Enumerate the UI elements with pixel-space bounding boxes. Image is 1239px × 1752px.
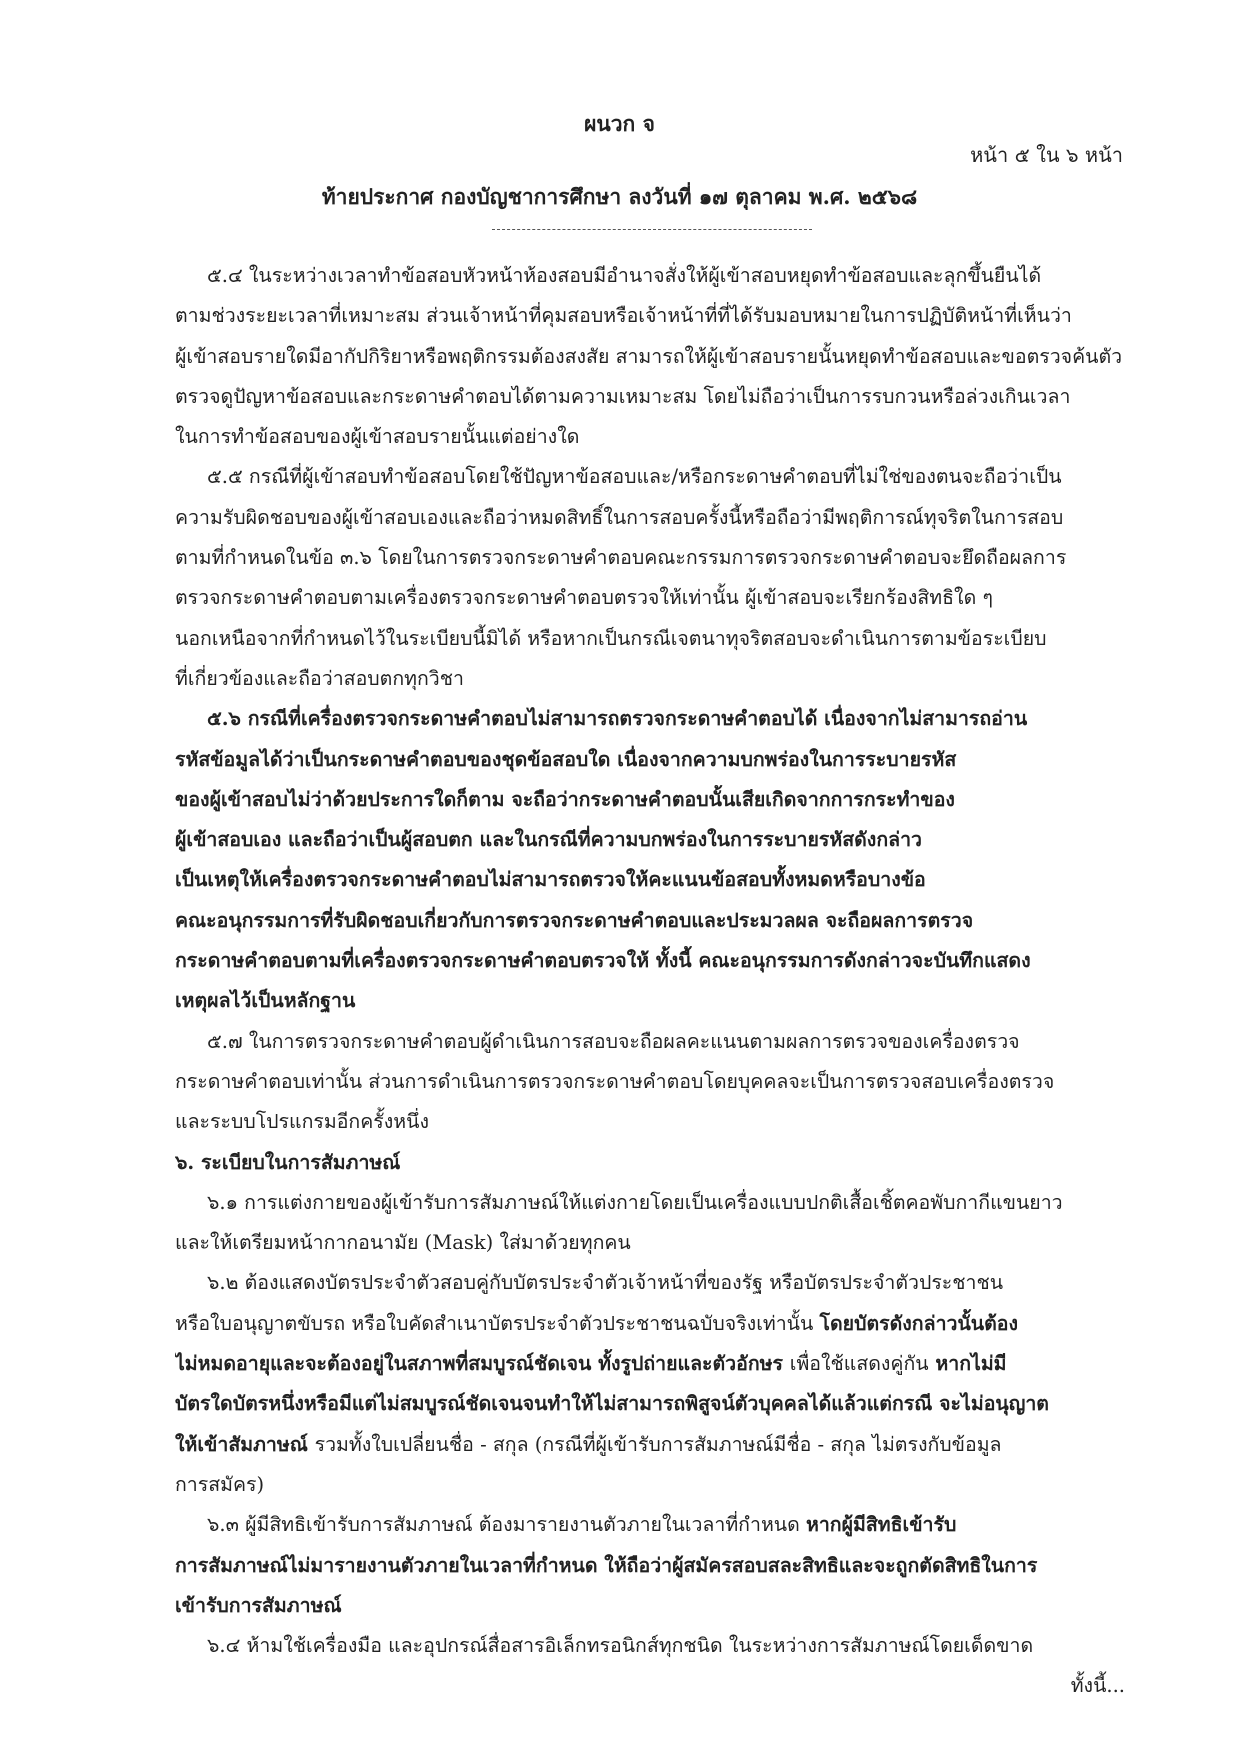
announcement-subtitle: ท้ายประกาศ กองบัญชาการศึกษา ลงวันที่ ๑๗ ตุลาคม พ.ศ. ๒๕๖๘ — [321, 184, 918, 209]
body-line — [175, 860, 1125, 900]
body-text — [175, 256, 1125, 1707]
body-line-text: บัตรใดบัตรหนึ่งหรือมีแต่ไม่สมบูรณ์ชัดเจนจนทำให้ไม่สามารถพิสูจน์ตัวบุคคลได้แล้วแต่กรณี จะไม่อนุญาต — [175, 1392, 1049, 1416]
body-line-text: ผู้เข้าสอบรายใดมีอากัปกิริยาหรือพฤติกรรมต้องสงสัย สามารถให้ผู้เข้าสอบรายนั้นหยุดทำข้อสอบและขอตรวจค้นตัว — [175, 344, 1123, 368]
body-line-text: ที่เกี่ยวข้องและถือว่าสอบตกทุกวิชา — [175, 666, 464, 690]
body-line — [175, 981, 1125, 1021]
body-line-tail: รวมทั้งใบเปลี่ยนชื่อ - สกุล (กรณีที่ผู้เข้ารับการสัมภาษณ์มีชื่อ - สกุล ไม่ตรงกับข้อมูล — [314, 1432, 1002, 1456]
body-line-text: ๖.๒ ต้องแสดงบัตรประจำตัวสอบคู่กับบัตรประจำตัวเจ้าหน้าที่ของรัฐ หรือบัตรประจำตัวประชาชน — [207, 1271, 1004, 1295]
body-line — [175, 578, 1125, 618]
body-line-text: เป็นเหตุให้เครื่องตรวจกระดาษคำตอบไม่สามารถตรวจให้คะแนนข้อสอบทั้งหมดหรือบางข้อ — [175, 868, 926, 892]
page-number: หน้า ๕ ใน ๖ หน้า — [970, 143, 1123, 167]
body-line-text: และระบบโปรแกรมอีกครั้งหนึ่ง — [175, 1110, 429, 1134]
body-line-text: ความรับผิดชอบของผู้เข้าสอบเองและถือว่าหมดสิทธิ์ในการสอบครั้งนี้หรือถือว่ามีพฤติการณ์ทุจริตในการสอบ — [175, 505, 1064, 529]
body-line-text: ทั้งนี้... — [1070, 1674, 1125, 1698]
body-line-text: กระดาษคำตอบตามที่เครื่องตรวจกระดาษคำตอบตรวจให้ ทั้งนี้ คณะอนุกรรมการดังกล่าวจะบันทึกแสดง — [175, 949, 1031, 973]
body-line-text: ๖.๑ การแต่งกายของผู้เข้ารับการสัมภาษณ์ให้แต่งกายโดยเป็นเครื่องแบบปกติเสื้อเชิ้ตคอพับกากีแขนยาว — [207, 1190, 1063, 1214]
body-line-text: ตรวจกระดาษคำตอบตามเครื่องตรวจกระดาษคำตอบตรวจให้เท่านั้น ผู้เข้าสอบจะเรียกร้องสิทธิใด ๆ — [175, 586, 993, 610]
body-line — [175, 901, 1125, 941]
body-line-text: ในการทำข้อสอบของผู้เข้าสอบรายนั้นแต่อย่างใด — [175, 425, 580, 449]
body-line — [175, 941, 1125, 981]
body-line — [175, 457, 1125, 497]
body-line-text: ของผู้เข้าสอบไม่ว่าด้วยประการใดก็ตาม จะถือว่ากระดาษคำตอบนั้นเสียเกิดจากการกระทำของ — [175, 787, 955, 811]
body-line-text: ๖.๓ ผู้มีสิทธิเข้ารับการสัมภาษณ์ ต้องมารายงานตัวภายในเวลาที่กำหนด — [207, 1513, 800, 1537]
body-line-text: ตรวจดูปัญหาข้อสอบและกระดาษคำตอบได้ตามความเหมาะสม โดยไม่ถือว่าเป็นการรบกวนหรือล่วงเกินเวลา — [175, 384, 1071, 408]
body-line — [175, 256, 1125, 296]
body-line-text: ไม่หมดอายุและจะต้องอยู่ในสภาพที่สมบูรณ์ชัดเจน ทั้งรูปถ่ายและตัวอักษร — [175, 1352, 783, 1376]
body-line-text: ๖. ระเบียบในการสัมภาษณ์ — [175, 1150, 401, 1174]
body-line — [175, 337, 1125, 377]
body-line-text: ๕.๖ กรณีที่เครื่องตรวจกระดาษคำตอบไม่สามารถตรวจกระดาษคำตอบได้ เนื่องจากไม่สามารถอ่าน — [207, 707, 1028, 731]
body-line-text: และให้เตรียมหน้ากากอนามัย (Mask) ใส่มาด้วยทุกคน — [175, 1231, 631, 1255]
body-line — [175, 820, 1125, 860]
body-line — [175, 1465, 1125, 1505]
body-line-text: ๕.๔ ในระหว่างเวลาทำข้อสอบหัวหน้าห้องสอบมีอำนาจสั่งให้ผู้เข้าสอบหยุดทำข้อสอบและลุกขึ้นยืนได้ — [207, 264, 1042, 287]
body-line — [175, 1425, 1125, 1465]
body-line-text: หรือใบอนุญาตขับรถ หรือใบคัดสำเนาบัตรประจำตัวประชาชนฉบับจริงเท่านั้น — [175, 1311, 814, 1335]
body-line — [175, 740, 1125, 780]
body-line-tail: เพื่อใช้แสดงคู่กัน — [789, 1352, 929, 1376]
body-line-text: คณะอนุกรรมการที่รับผิดชอบเกี่ยวกับการตรวจกระดาษคำตอบและประมวลผล จะถือผลการตรวจ — [175, 908, 974, 932]
body-line-text: การสมัคร) — [175, 1472, 265, 1496]
body-line — [175, 1143, 1125, 1183]
body-line-text: เหตุผลไว้เป็นหลักฐาน — [175, 989, 356, 1013]
body-line-text: รหัสข้อมูลได้ว่าเป็นกระดาษคำตอบของชุดข้อสอบใด เนื่องจากความบกพร่องในการระบายรหัส — [175, 747, 957, 771]
body-line — [175, 538, 1125, 578]
body-line — [175, 1102, 1125, 1142]
body-line — [175, 498, 1125, 538]
body-line-text: ผู้เข้าสอบเอง และถือว่าเป็นผู้สอบตก และในกรณีที่ความบกพร่องในการระบายรหัสดังกล่าว — [175, 828, 922, 852]
body-line — [175, 1384, 1125, 1424]
body-line — [175, 1344, 1125, 1384]
body-line-text: ๖.๔ ห้ามใช้เครื่องมือ และอุปกรณ์สื่อสารอิเล็กทรอนิกส์ทุกชนิด ในระหว่างการสัมภาษณ์โดยเด็ดขาด — [207, 1634, 1034, 1658]
body-line-text: กระดาษคำตอบเท่านั้น ส่วนการดำเนินการตรวจกระดาษคำตอบโดยบุคคลจะเป็นการตรวจสอบเครื่องตรวจ — [175, 1069, 1055, 1093]
body-line — [175, 1505, 1125, 1545]
body-line — [175, 1304, 1125, 1344]
body-line — [175, 296, 1125, 336]
body-line — [175, 1626, 1125, 1666]
body-line — [175, 659, 1125, 699]
body-line — [175, 1223, 1125, 1263]
body-line-bold: หากไม่มี — [935, 1352, 1007, 1376]
body-line — [175, 377, 1125, 417]
body-line — [175, 699, 1125, 739]
body-line — [175, 1062, 1125, 1102]
body-line-text: ๕.๗ ในการตรวจกระดาษคำตอบผู้ดำเนินการสอบจะถือผลคะแนนตามผลการตรวจของเครื่องตรวจ — [207, 1029, 1020, 1053]
body-line-text: ๕.๕ กรณีที่ผู้เข้าสอบทำข้อสอบโดยใช้ปัญหาข้อสอบและ/หรือกระดาษคำตอบที่ไม่ใช่ของตนจะถือว่าเป็น — [207, 465, 1062, 489]
body-line — [175, 1022, 1125, 1062]
body-line-text: ตามช่วงระยะเวลาที่เหมาะสม ส่วนเจ้าหน้าที่คุมสอบหรือเจ้าหน้าที่ที่ได้รับมอบหมายในการปฏิบัติหน้าที่เห็นว่า — [175, 304, 1072, 328]
body-line — [175, 1666, 1125, 1706]
body-line-text: ให้เข้าสัมภาษณ์ — [175, 1432, 308, 1456]
body-line-text: เข้ารับการสัมภาษณ์ — [175, 1593, 342, 1617]
body-line — [175, 1546, 1125, 1586]
body-line-bold: หากผู้มีสิทธิเข้ารับ — [806, 1513, 957, 1537]
annex-title: ผนวก จ — [584, 111, 655, 136]
body-line — [175, 780, 1125, 820]
body-line — [175, 1183, 1125, 1223]
body-line — [175, 619, 1125, 659]
divider-line — [492, 229, 812, 230]
body-line — [175, 417, 1125, 457]
body-line — [175, 1263, 1125, 1303]
body-line — [175, 1586, 1125, 1626]
body-line-text: ตามที่กำหนดในข้อ ๓.๖ โดยในการตรวจกระดาษคำตอบคณะกรรมการตรวจกระดาษคำตอบจะยึดถือผลการ — [175, 546, 1067, 570]
body-line-text: นอกเหนือจากที่กำหนดไว้ในระเบียบนี้มิได้ หรือหากเป็นกรณีเจตนาทุจริตสอบจะดำเนินการตามข้อระเบียบ — [175, 626, 1047, 650]
body-line-text: การสัมภาษณ์ไม่มารายงานตัวภายในเวลาที่กำหนด ให้ถือว่าผู้สมัครสอบสละสิทธิและจะถูกตัดสิทธิในการ — [175, 1553, 1038, 1577]
body-line-bold: โดยบัตรดังกล่าวนั้นต้อง — [819, 1311, 1019, 1335]
